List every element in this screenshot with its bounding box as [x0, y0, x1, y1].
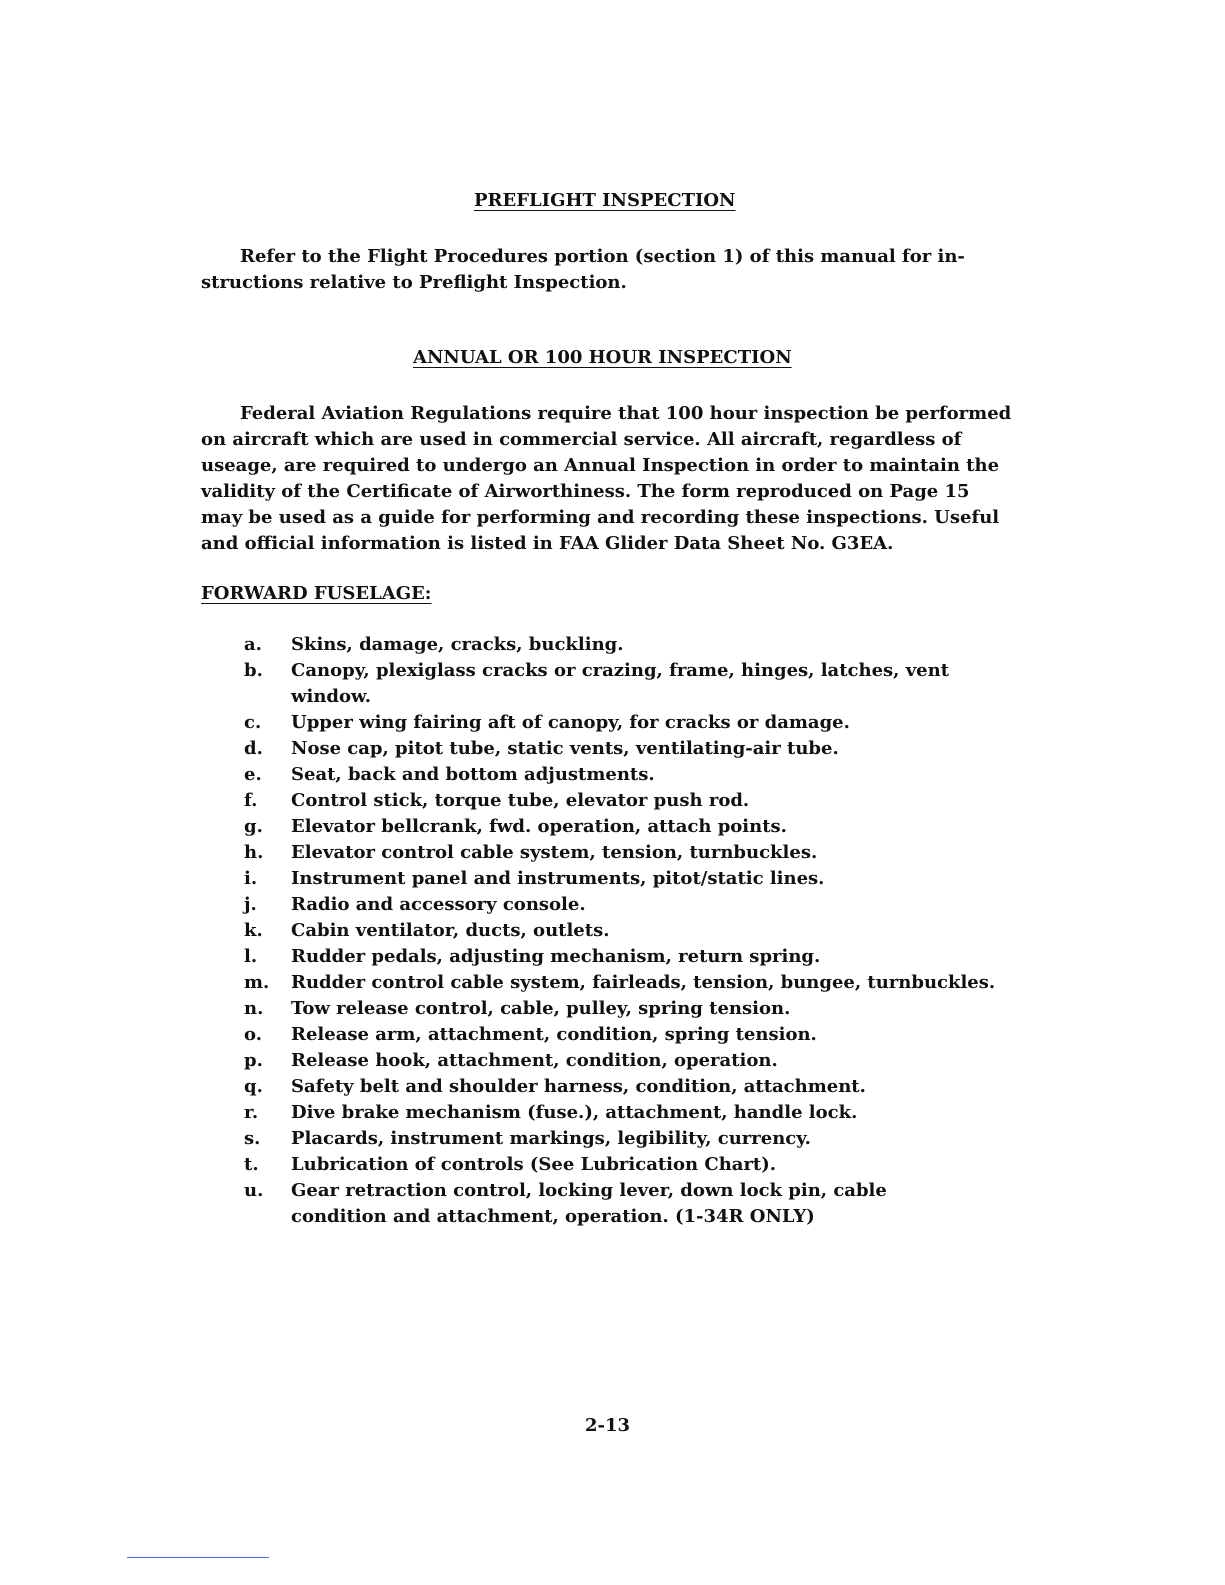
list-item-letter: u.: [244, 1180, 264, 1201]
annual-title: ANNUAL OR 100 HOUR INSPECTION: [413, 347, 792, 368]
list-item-text: Safety belt and shoulder harness, condition, attachment.: [291, 1076, 866, 1097]
list-item-text: Cabin ventilator, ducts, outlets.: [291, 920, 610, 941]
list-item-letter: f.: [244, 790, 258, 811]
preflight-line-1: Refer to the Flight Procedures portion (section 1) of this manual for in-: [240, 246, 965, 267]
list-item-text: Control stick, torque tube, elevator push rod.: [291, 790, 750, 811]
list-item-text: Gear retraction control, locking lever, down lock pin, cable: [291, 1180, 887, 1201]
list-item-letter: s.: [244, 1128, 261, 1149]
list-item-text: Rudder pedals, adjusting mechanism, return spring.: [291, 946, 821, 967]
list-item-text: Rudder control cable system, fairleads, tension, bungee, turnbuckles.: [291, 972, 996, 993]
page-number: 2-13: [585, 1415, 631, 1436]
list-item-letter: l.: [244, 946, 258, 967]
annual-line-6: and official information is listed in FAA Glider Data Sheet No. G3EA.: [201, 533, 894, 554]
forward-fuselage-title: FORWARD FUSELAGE:: [201, 583, 432, 604]
list-item-letter: q.: [244, 1076, 263, 1097]
list-item-letter: m.: [244, 972, 270, 993]
list-item-letter: c.: [244, 712, 262, 733]
list-item-text: Placards, instrument markings, legibility, currency.: [291, 1128, 811, 1149]
list-item-letter: r.: [244, 1102, 259, 1123]
list-item-letter: k.: [244, 920, 263, 941]
list-item-letter: p.: [244, 1050, 263, 1071]
list-item-text: Nose cap, pitot tube, static vents, ventilating-air tube.: [291, 738, 839, 759]
list-item-text: Skins, damage, cracks, buckling.: [291, 634, 624, 655]
list-item-letter: g.: [244, 816, 263, 837]
list-item-text: Release hook, attachment, condition, operation.: [291, 1050, 778, 1071]
list-item-text: window.: [291, 686, 371, 707]
annual-line-4: validity of the Certificate of Airworthiness. The form reproduced on Page 15: [201, 481, 970, 502]
list-item-text: Instrument panel and instruments, pitot/static lines.: [291, 868, 825, 889]
annual-line-1: Federal Aviation Regulations require that 100 hour inspection be performed: [240, 403, 1012, 424]
list-item-text: Tow release control, cable, pulley, spring tension.: [291, 998, 791, 1019]
list-item-letter: i.: [244, 868, 258, 889]
list-item-text: Radio and accessory console.: [291, 894, 586, 915]
list-item-letter: a.: [244, 634, 262, 655]
annual-line-3: useage, are required to undergo an Annual Inspection in order to maintain the: [201, 455, 1000, 476]
list-item-text: Canopy, plexiglass cracks or crazing, frame, hinges, latches, vent: [291, 660, 950, 681]
list-item-letter: t.: [244, 1154, 259, 1175]
list-item-letter: e.: [244, 764, 262, 785]
list-item-text: Elevator bellcrank, fwd. operation, attach points.: [291, 816, 787, 837]
list-item-letter: o.: [244, 1024, 262, 1045]
list-item-text: Lubrication of controls (See Lubrication Chart).: [291, 1154, 777, 1175]
preflight-line-2: structions relative to Preflight Inspection.: [201, 272, 627, 293]
list-item-text: Upper wing fairing aft of canopy, for cracks or damage.: [291, 712, 850, 733]
annual-line-5: may be used as a guide for performing and recording these inspections. Useful: [201, 507, 1000, 528]
list-item-text: Dive brake mechanism (fuse.), attachment, handle lock.: [291, 1102, 858, 1123]
annual-line-2: on aircraft which are used in commercial service. All aircraft, regardless of: [201, 429, 962, 450]
list-item-text: condition and attachment, operation. (1-34R ONLY): [291, 1206, 815, 1227]
list-item-text: Release arm, attachment, condition, spring tension.: [291, 1024, 817, 1045]
footer-rule: [127, 1557, 269, 1558]
list-item-letter: n.: [244, 998, 264, 1019]
list-item-text: Elevator control cable system, tension, turnbuckles.: [291, 842, 818, 863]
list-item-letter: b.: [244, 660, 263, 681]
preflight-title: PREFLIGHT INSPECTION: [474, 190, 736, 211]
list-item-letter: h.: [244, 842, 264, 863]
list-item-letter: j.: [244, 894, 257, 915]
list-item-text: Seat, back and bottom adjustments.: [291, 764, 655, 785]
list-item-letter: d.: [244, 738, 263, 759]
